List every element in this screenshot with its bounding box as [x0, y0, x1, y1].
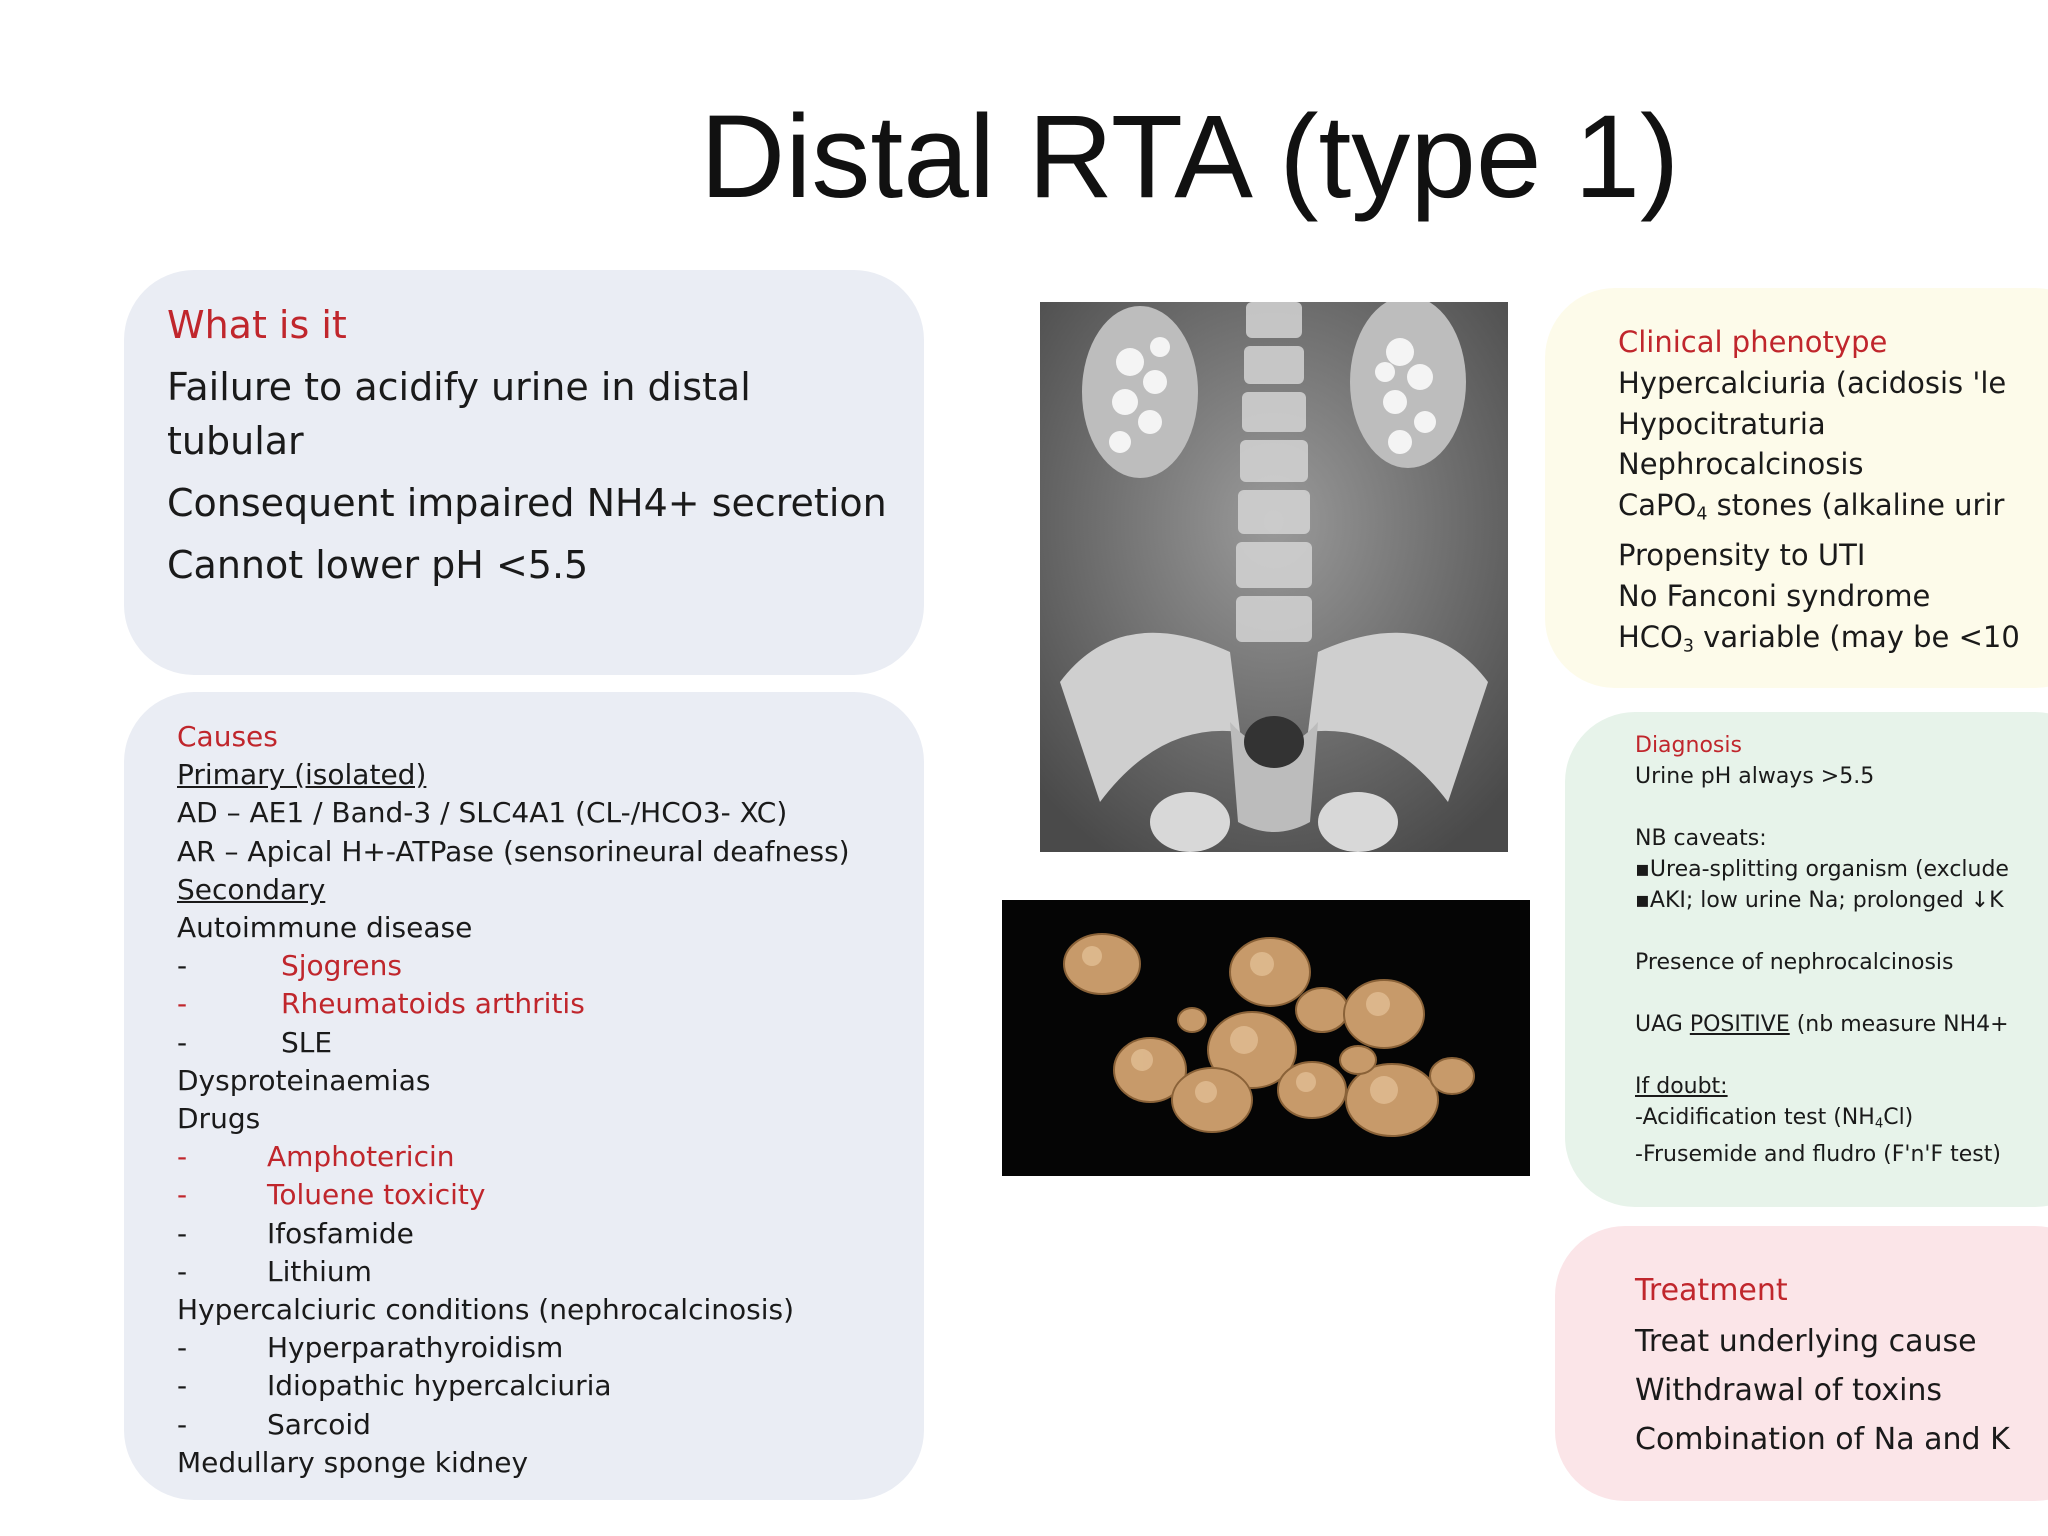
what-is-it-item: Failure to acidify urine in distal tubular — [167, 365, 751, 463]
dash: - — [177, 1140, 188, 1174]
uag-text: UAG — [1635, 1012, 1690, 1037]
slide-title: Distal RTA (type 1) — [700, 91, 1680, 223]
clinical-item: No Fanconi syndrome — [1618, 579, 1931, 614]
what-is-it-heading: What is it — [167, 303, 347, 347]
abdominal-xray-image — [1040, 302, 1508, 852]
clinical-text: variable (may be <10 — [1693, 619, 2020, 654]
causes-hypercalciuric-label: Hypercalciuric conditions (nephrocalcinosis) — [177, 1293, 795, 1327]
causes-autoimmune-item — [177, 947, 924, 985]
what-is-it-item: Cannot lower pH <5.5 — [167, 543, 589, 587]
subscript: 3 — [1682, 636, 1694, 657]
diagnosis-heading: Diagnosis — [1635, 733, 1742, 758]
diagnosis-doubt-item: -Frusemide and fludro (F'n'F test) — [1635, 1142, 2001, 1168]
cause-label: Sarcoid — [267, 1407, 371, 1441]
causes-heading: Causes — [177, 720, 278, 753]
cause-label: Sjogrens — [281, 949, 402, 983]
uag-positive: POSITIVE — [1689, 1012, 1790, 1037]
uag-text: (nb measure NH4+ — [1789, 1012, 2009, 1037]
dash: - — [177, 1369, 188, 1403]
diagnosis-urine-ph: Urine pH always >5.5 — [1635, 764, 1875, 789]
causes-drug-item — [177, 1138, 924, 1176]
causes-hypercalciuric-item — [177, 1406, 924, 1444]
causes-dysproteinaemias: Dysproteinaemias — [177, 1063, 431, 1097]
treatment-item: Withdrawal of toxins — [1635, 1373, 1943, 1408]
diagnosis-caveat: ▪Urea-splitting organism (exclude — [1635, 857, 2009, 882]
causes-autoimmune-item — [177, 985, 924, 1023]
diagnosis-caveats-label: NB caveats: — [1635, 826, 1767, 851]
clinical-phenotype-box — [1545, 288, 2048, 688]
treatment-heading: Treatment — [1635, 1273, 1788, 1308]
causes-drug-item — [177, 1176, 924, 1214]
causes-primary-item: AR – Apical H+-ATPase (sensorineural deafness) — [177, 834, 850, 868]
dash: - — [177, 949, 188, 983]
diagnosis-box — [1565, 712, 2048, 1207]
causes-primary-label: Primary (isolated) — [177, 758, 427, 792]
diagnosis-doubt-label: If doubt: — [1635, 1074, 1728, 1099]
clinical-text: stones (alkaline urir — [1707, 488, 2005, 523]
xray-drawing — [1040, 302, 1508, 852]
dash: - — [177, 987, 188, 1021]
causes-hypercalciuric-item — [177, 1367, 924, 1405]
cause-label: Hyperparathyroidism — [267, 1331, 564, 1365]
causes-drug-item — [177, 1215, 924, 1253]
kidney-stones-image — [1002, 900, 1530, 1176]
doubt-text: Cl) — [1883, 1105, 1914, 1130]
clinical-item — [1618, 485, 2048, 535]
causes-secondary-label: Secondary — [177, 872, 326, 906]
subscript: 4 — [1874, 1116, 1884, 1132]
dash: - — [177, 1254, 188, 1288]
treatment-item: Combination of Na and K — [1635, 1422, 2010, 1457]
clinical-item — [1618, 617, 2048, 667]
diagnosis-doubt-item — [1635, 1102, 2048, 1139]
doubt-text: -Acidification test (NH — [1635, 1105, 1875, 1130]
diagnosis-nephrocalcinosis: Presence of nephrocalcinosis — [1635, 950, 1954, 975]
dash: - — [177, 1025, 188, 1059]
clinical-item: Propensity to UTI — [1618, 538, 1866, 573]
what-is-it-item: Consequent impaired NH4+ secretion — [167, 481, 887, 525]
causes-drug-item — [177, 1253, 924, 1291]
causes-autoimmune-label: Autoimmune disease — [177, 911, 473, 945]
causes-hypercalciuric-item — [177, 1329, 924, 1367]
cause-label: Ifosfamide — [267, 1216, 414, 1250]
causes-drugs-label: Drugs — [177, 1102, 261, 1136]
clinical-item: Hypocitraturia — [1618, 406, 1826, 441]
causes-medullary: Medullary sponge kidney — [177, 1445, 529, 1479]
clinical-item: Hypercalciuria (acidosis 'le — [1618, 365, 2007, 400]
what-is-it-box — [124, 270, 924, 675]
clinical-heading: Clinical phenotype — [1618, 325, 1888, 359]
cause-label: Idiopathic hypercalciuria — [267, 1369, 612, 1403]
diagnosis-caveat: ▪AKI; low urine Na; prolonged ↓K — [1635, 888, 2004, 913]
causes-autoimmune-item — [177, 1024, 924, 1062]
stones-drawing — [1002, 900, 1530, 1176]
diagnosis-uag — [1635, 1009, 2048, 1040]
cause-label: Rheumatoids arthritis — [281, 987, 585, 1021]
treatment-item: Treat underlying cause — [1635, 1324, 1977, 1359]
cause-label: Toluene toxicity — [267, 1178, 486, 1212]
dash: - — [177, 1407, 188, 1441]
dash: - — [177, 1331, 188, 1365]
subscript: 4 — [1696, 504, 1708, 525]
causes-box — [124, 692, 924, 1500]
dash: - — [177, 1178, 188, 1212]
cause-label: Amphotericin — [267, 1140, 455, 1174]
clinical-item: Nephrocalcinosis — [1618, 447, 1864, 482]
cause-label: SLE — [281, 1025, 333, 1059]
cause-label: Lithium — [267, 1254, 372, 1288]
clinical-text: CaPO — [1618, 488, 1697, 523]
causes-primary-item: AD – AE1 / Band-3 / SLC4A1 (CL-/HCO3- XC) — [177, 796, 788, 830]
treatment-box — [1555, 1226, 2048, 1501]
dash: - — [177, 1216, 188, 1250]
clinical-text: HCO — [1618, 619, 1683, 654]
